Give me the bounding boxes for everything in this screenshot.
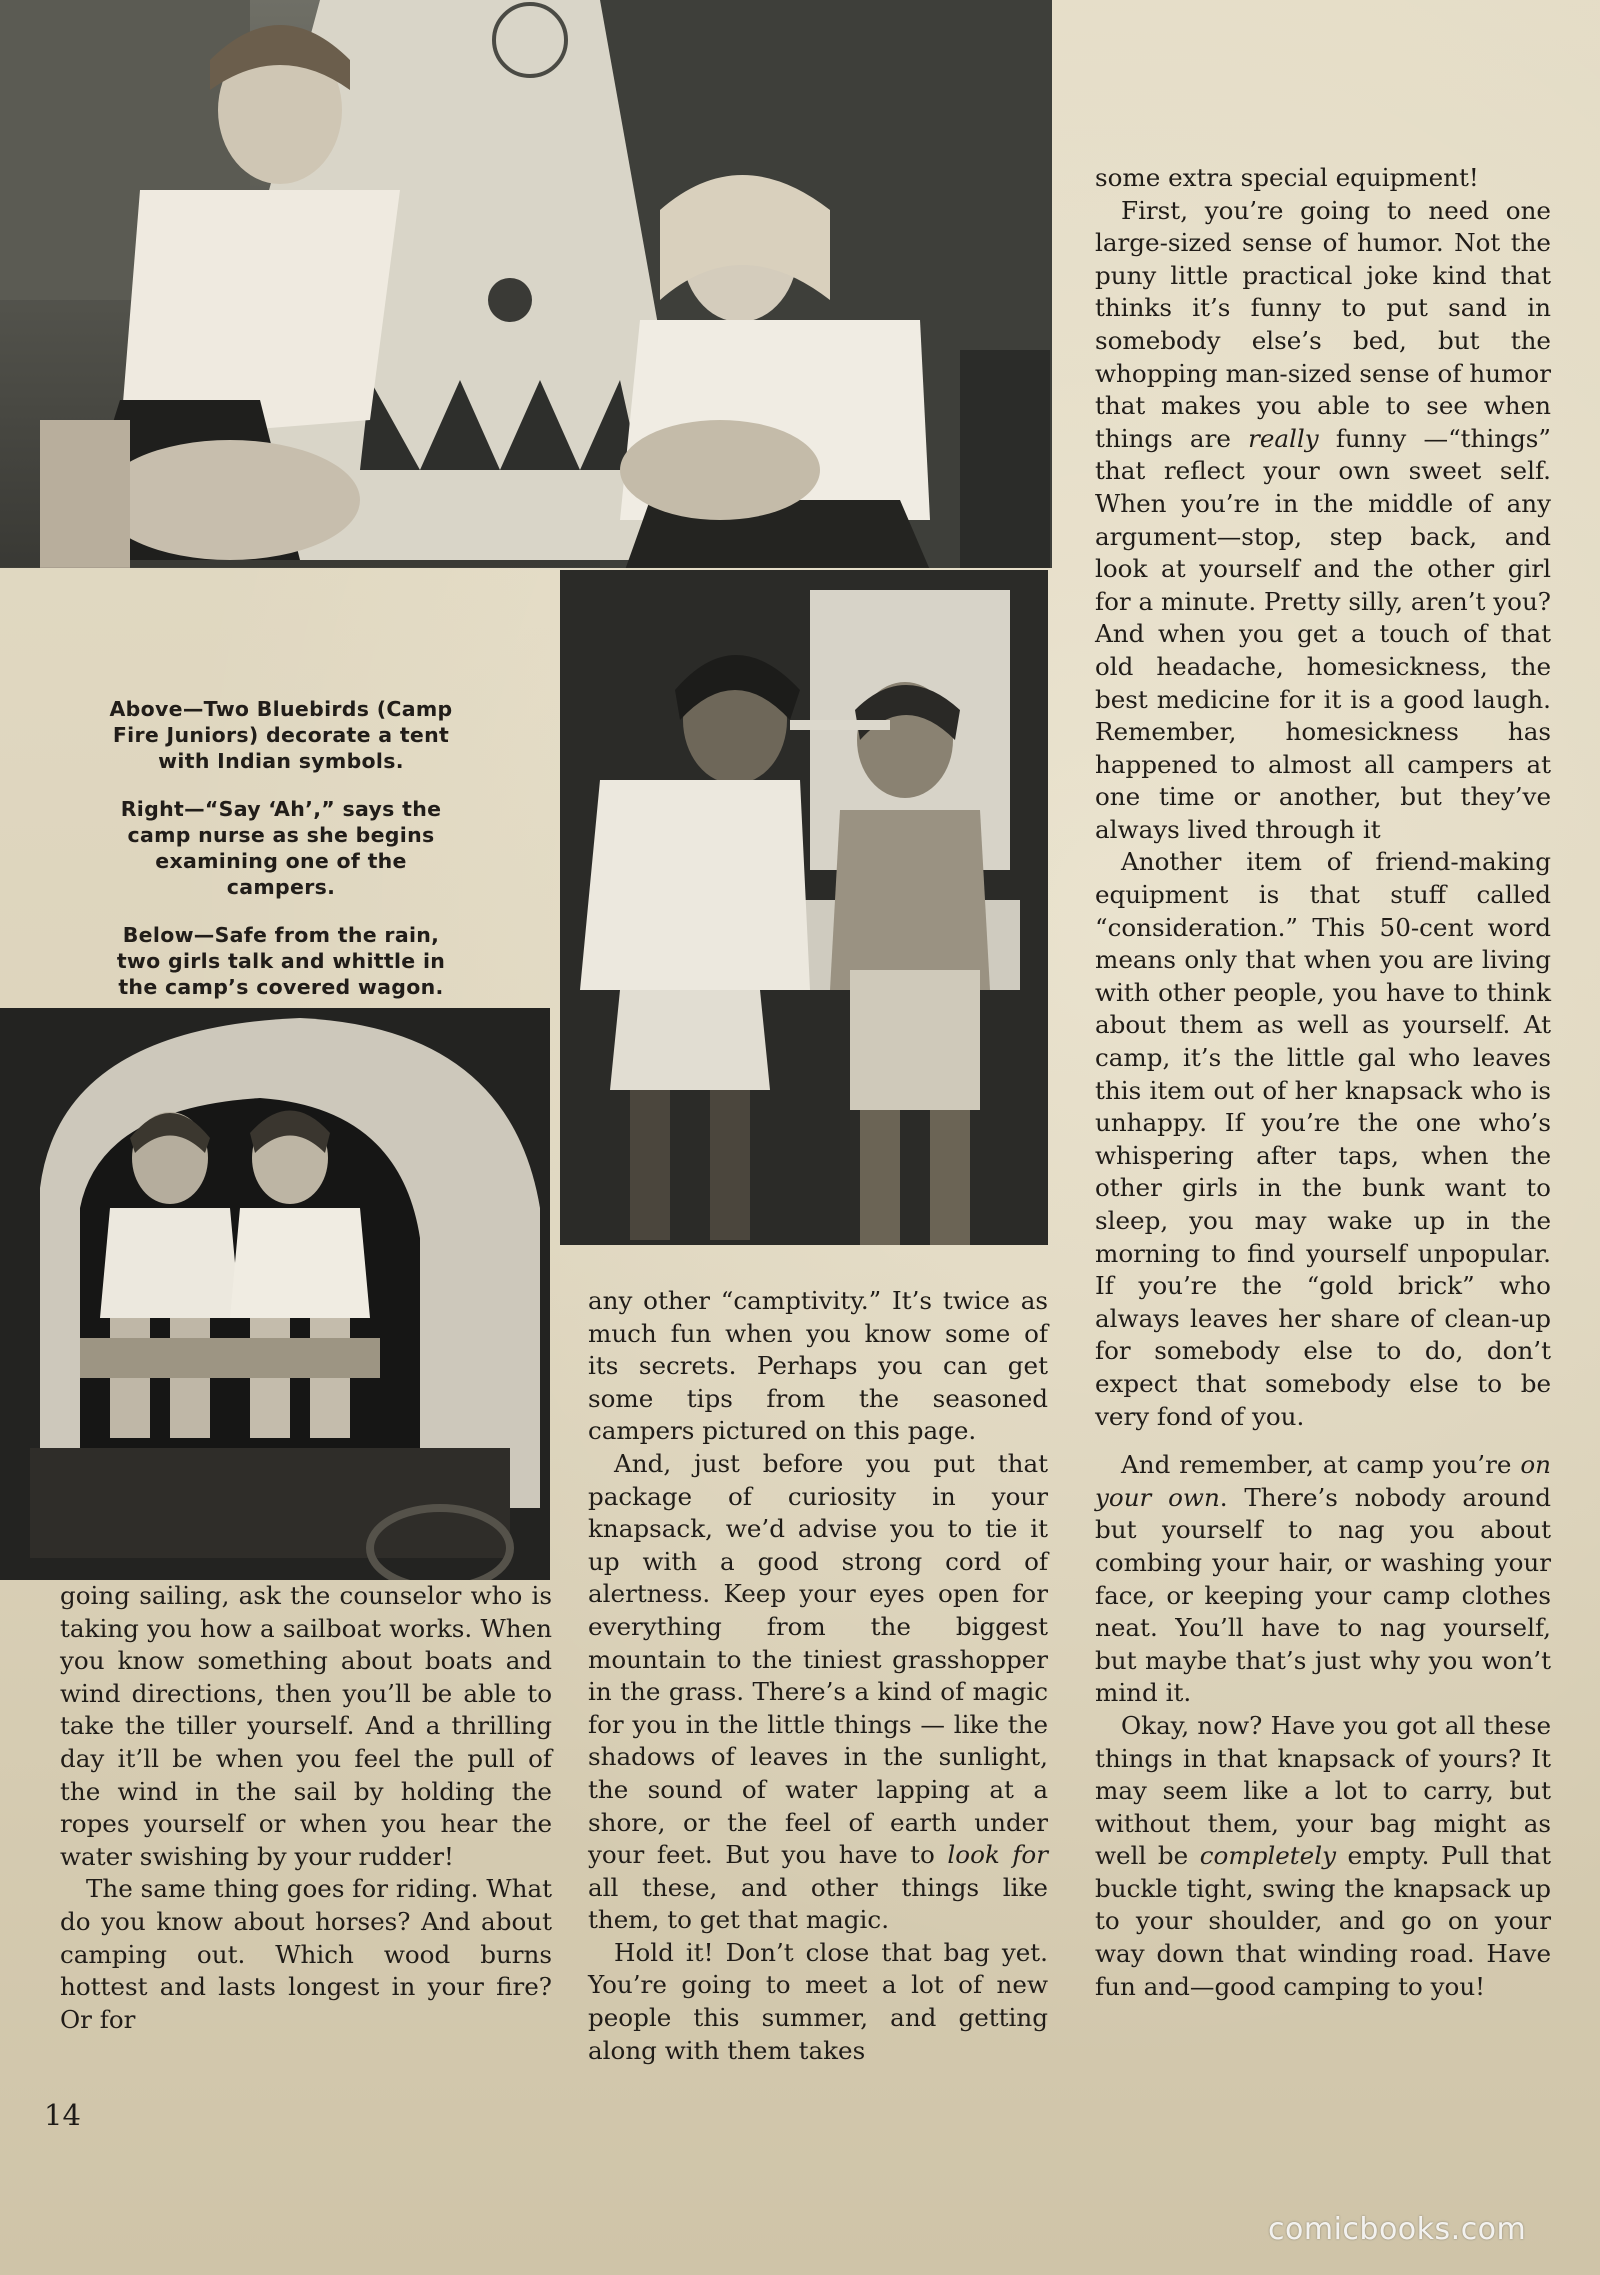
right-paragraph-5: Okay, now? Have you got all these things in that knapsack of yours? It may seem like a lot to carry, but without them, your bag might as well be completely empty. Pull that buckle tight, swing the knapsack up to your shoulder, and go on your way down that winding road. Have fun and—good camping to you! — [1095, 1710, 1551, 2001]
caption-right: Right—“Say ‘Ah’,” says the camp nurse as she begins examining one of the campers. — [120, 797, 442, 899]
right-paragraph-2: First, you’re going to need one large-sized sense of humor. Not the puny little practical joke kind that thinks it’s funny to put sand in somebody else’s bed, but the whopping man-sized sense of humor that makes you able to see when things are really funny —“things” that reflect your own sweet self. When you’re in the middle of any argument—stop, step back, and look at yourself and the other girl for a minute. Pretty silly, aren’t you? And when you get a touch of that old headache, homesickness, the best medicine for it is a good laugh. Remember, homesickness has happened to almost all campers at one time or another, but they’ve always lived through it — [1095, 195, 1552, 844]
middle-paragraph-1: any other “camptivity.” It’s twice as much fun when you know some of its secrets. Perhaps you can get some tips from the seasoned campers pictured on this page. — [588, 1286, 1048, 1446]
caption-above: Above—Two Bluebirds (Camp Fire Juniors) decorate a tent with Indian symbols. — [109, 697, 453, 773]
middle-paragraph-3: Hold it! Don’t close that bag yet. You’re going to meet a lot of new people this summer, and getting along with them takes — [588, 1937, 1048, 2065]
page-number: 14 — [44, 2098, 81, 2132]
emphasized-text: completely — [1199, 1841, 1336, 1871]
right-paragraph-4: And remember, at camp you’re on your own. There’s nobody around but yourself to nag you about combing your hair, or washing your face, or keeping your camp clothes neat. You’ll have to nag yourself, but maybe that’s just why you won’t mind it. — [1095, 1450, 1551, 1708]
right-paragraph-3: Another item of friend-making equipment is that stuff called “consideration.” This 50-cent word means only that when you are living with other people, you have to think about them as well as yourself. At camp, it’s the little gal who leaves this item out of her knapsack who is unhappy. If you’re the one who’s whispering after taps, when the other girls in the bunk want to sleep, you may wake up in the morning to find yourself unpopular. If you’re the “gold brick” who always leaves her share of clean-up for somebody else to do, don’t expect that somebody else to be very fond of you. — [1095, 847, 1551, 1431]
article-column-left — [60, 1580, 552, 2036]
wagon-scene-illustration — [0, 1008, 550, 1580]
caption-below: Below—Safe from the rain, two girls talk and whittle in the camp’s covered wagon. — [116, 923, 446, 999]
nurse-scene-illustration — [560, 570, 1048, 1245]
emphasized-text: really — [1248, 423, 1319, 453]
emphasized-text: look for — [947, 1840, 1048, 1870]
article-column-middle — [588, 1285, 1048, 2067]
middle-paragraph-2: And, just before you put that package of curiosity in your knapsack, we’d advise you to tie it up with a good strong cord of alertness. Keep your eyes open for everything from the biggest mountain to the tiniest grasshopper in the grass. There’s a kind of magic for you in the little things — like the shadows of leaves in the sunlight, the sound of water lapping at a shore, or the feel of earth under your feet. But you have to look for all these, and other things like them, to get that magic. — [588, 1448, 1048, 1935]
photo-covered-wagon — [0, 1008, 550, 1580]
emphasized-text: on your own — [1095, 1450, 1551, 1512]
left-paragraph-1: going sailing, ask the counselor who is taking you how a sailboat works. When you know something about boats and wind directions, then you’ll be able to take the tiller yourself. And a thrilling day it’ll be when you feel the pull of the wind in the sail by holding the ropes yourself or when you hear the water swishing by your rudder! — [60, 1581, 552, 1871]
site-watermark: comicbooks.com — [1268, 2212, 1527, 2247]
right-paragraph-1: some extra special equipment! — [1095, 163, 1479, 192]
article-column-right — [1095, 162, 1551, 2003]
photo-captions — [100, 696, 462, 1022]
left-paragraph-2: The same thing goes for riding. What do you know about horses? And about camping out. Which wood burns hottest and lasts longest in your fire? Or for — [60, 1874, 552, 2034]
photo-camp-nurse — [560, 570, 1048, 1245]
